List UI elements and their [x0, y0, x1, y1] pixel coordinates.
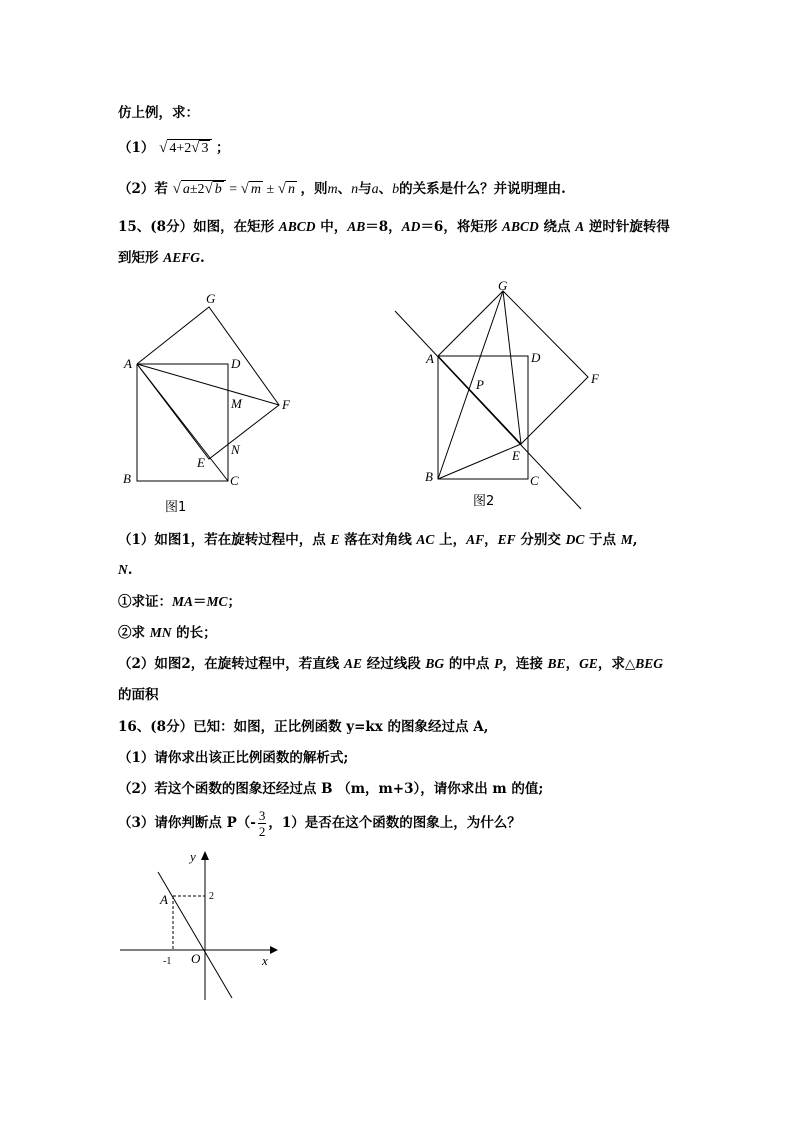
q2-label: （2）若	[118, 181, 168, 197]
p15-tail: 逆时针旋转得	[584, 219, 670, 235]
p16-q1: （1）请你求出该正比例函数的解析式;	[118, 750, 349, 766]
q2-sep1: 、	[337, 181, 352, 197]
p15-eq6: ＝6，将矩形	[420, 219, 503, 235]
p16-q3-b: ，1）是否在这个函数的图象上，为什么？	[268, 815, 521, 831]
p15-q2-c: 的中点	[444, 656, 495, 672]
fig2-label-p: P	[476, 377, 484, 392]
p15-q1-comma: ，	[484, 532, 498, 548]
fig1-label-b: B	[123, 471, 131, 486]
p15-mid1: 中，	[315, 219, 348, 235]
p15-q1-c: 上，	[434, 532, 467, 548]
q2-text2: 与	[358, 181, 372, 197]
q2-var-n: n	[287, 182, 295, 197]
p15-eq8: ＝8，	[365, 219, 402, 235]
p15-c2-a: ②求	[118, 625, 150, 641]
fig3-y-arrow-icon	[201, 851, 209, 860]
p15-q2-beg: BEG	[635, 656, 663, 671]
fig1-caption: 图1	[165, 500, 187, 515]
fig3-label-a: A	[160, 892, 168, 907]
fig2-label-e: E	[512, 448, 520, 463]
q1-label: （1）	[118, 140, 155, 156]
p15-c1-a: ①求证：	[118, 594, 172, 610]
fig3-label-2: 2	[209, 891, 214, 902]
fig1-label-n: N	[231, 442, 240, 457]
p15-c2-b: 的长；	[171, 625, 217, 641]
p15-question-2	[118, 655, 663, 673]
fig1-label-m: M	[231, 396, 242, 411]
fig2-label-f: F	[591, 371, 599, 386]
p15-q2-bg: BG	[425, 656, 445, 671]
fig1-label-a: A	[124, 356, 132, 371]
q2-m: m	[327, 182, 338, 197]
p15-q2-p: P	[494, 656, 503, 671]
p15-q1-e: E	[330, 532, 340, 547]
p15-q2-ge: GE	[579, 656, 598, 671]
p16-head: 16、(8分）已知：如图，正比例函数 y=kx 的图象经过点 A,	[118, 719, 489, 735]
fig1-label-f: F	[282, 397, 290, 412]
p16-q3-fraction	[258, 808, 267, 839]
q1-expression: √ 4+2√ 3	[159, 141, 216, 156]
q2-text3: 的关系是什么？并说明理由.	[399, 181, 566, 197]
p15-q2-comma: ，	[565, 656, 580, 672]
fig2-segment-be	[438, 444, 521, 479]
p15-claim-1	[118, 593, 241, 611]
q1-end: ；	[215, 140, 230, 156]
q2-b: b	[392, 182, 400, 197]
p15-q2-be: BE	[547, 656, 566, 671]
fig3-function-line	[158, 872, 232, 998]
p15-q2-e: ，求△	[597, 656, 636, 672]
q1-inner-root: 3	[201, 141, 209, 156]
p15-c1-end: ；	[227, 594, 242, 610]
p16-q3-a: （3）请你判断点 P（-	[118, 815, 256, 831]
p15-q1-af: AF	[466, 532, 485, 547]
problem-16-q3	[118, 808, 521, 839]
fig2-label-a: A	[426, 351, 434, 366]
p15-claim-2	[118, 624, 217, 642]
fig2-rectangle-aefg	[438, 291, 588, 444]
p15-line2-end: .	[199, 250, 205, 266]
problem-16-q1	[118, 749, 348, 767]
p15-ab: AB	[347, 219, 366, 234]
p15-q2-line2: 的面积	[118, 687, 159, 703]
p15-a: A	[575, 219, 585, 234]
p15-q1-ef: EF	[497, 532, 516, 547]
radical-sign: √	[159, 140, 168, 156]
fig3-axes	[120, 860, 270, 1000]
q2-var-a: a	[182, 182, 190, 197]
p15-question-1	[118, 531, 637, 549]
p15-head: 15、(8分）如图，在矩形	[118, 219, 279, 235]
fig3-label-y: y	[190, 849, 196, 864]
fig1-segment-af	[137, 364, 279, 405]
p15-q1-ac: AC	[416, 532, 435, 547]
problem-16-q2	[118, 780, 543, 798]
fig1-label-e: E	[197, 455, 205, 470]
p15-aefg: AEFG	[163, 250, 200, 265]
p15-abcd2: ABCD	[502, 219, 539, 234]
fig1-diagonal-ac	[137, 364, 228, 481]
q2-var-b: b	[214, 182, 222, 197]
p15-question-2-cont	[118, 686, 159, 704]
q2-n: n	[351, 182, 359, 197]
fig2-label-g: G	[498, 278, 508, 293]
q1-expr-part: 4+2	[169, 141, 192, 156]
p15-q1-comma2: ,	[632, 532, 638, 548]
p15-q1-n: N	[118, 562, 128, 577]
p15-c1-ma: MA	[172, 594, 194, 609]
p15-q1-e2: 于点	[584, 532, 621, 548]
p15-line2-a: 到矩形	[118, 250, 164, 266]
p15-c1-eq: ＝	[193, 594, 207, 610]
fig3-x-arrow-icon	[270, 946, 278, 954]
problem-16-head	[118, 718, 488, 736]
q2-equals: =	[229, 182, 238, 197]
p15-q2-d: ，连接	[502, 656, 548, 672]
fig2-label-d: D	[531, 350, 541, 365]
fig1-label-c: C	[230, 473, 239, 488]
q2-a: a	[371, 182, 379, 197]
p15-q1-b: 落在对角线	[339, 532, 417, 548]
p15-ad: AD	[401, 219, 421, 234]
fig2-caption: 图2	[473, 494, 495, 509]
p15-abcd: ABCD	[278, 219, 316, 234]
q2-equation: √ a±2√ b = √ m ± √ n	[172, 181, 295, 197]
p15-c2-mn: MN	[149, 625, 172, 640]
q2-pm: ±2	[189, 182, 205, 197]
p16-q2: （2）若这个函数的图象还经过点 B （m，m+3），请你求出 m 的值;	[118, 781, 544, 797]
fig2-label-b: B	[425, 469, 433, 484]
p15-q1-m: M	[620, 532, 633, 547]
p15-q1-dc: DC	[565, 532, 585, 547]
fig2-segment-bg	[438, 291, 503, 479]
q2-text1: ，则	[300, 181, 328, 197]
fig1-label-d: D	[231, 356, 241, 371]
fig2-label-c: C	[530, 473, 539, 488]
fig3-label-o: O	[191, 951, 201, 966]
p15-q2-b: 经过线段	[362, 656, 426, 672]
p15-q2-ae: AE	[344, 656, 363, 671]
p15-q1-end: .	[127, 562, 133, 578]
fig2-segment-ge	[503, 291, 521, 444]
q2-var-m: m	[250, 182, 262, 197]
p15-q1-a: （1）如图1，若在旋转过程中，点	[118, 532, 331, 548]
p15-mid2: 绕点	[538, 219, 576, 235]
p15-q1-d: 分别交	[515, 532, 566, 548]
fig1-rectangle-aefg	[137, 307, 279, 459]
fraction-denominator: 2	[258, 824, 266, 839]
p15-c1-mc: MC	[206, 594, 228, 609]
fig1-label-g: G	[206, 291, 216, 306]
fig3-label-x: x	[262, 953, 268, 968]
fraction-numerator: 3	[258, 808, 266, 823]
q2-pm2: ±	[266, 182, 275, 197]
p15-question-1-cont	[118, 561, 132, 579]
p15-q2-a: （2）如图2，在旋转过程中，若直线	[118, 656, 344, 672]
q2-sep2: 、	[378, 181, 393, 197]
fig3-label-neg1: -1	[163, 956, 172, 967]
intro-text: 仿上例，求：	[118, 105, 199, 121]
